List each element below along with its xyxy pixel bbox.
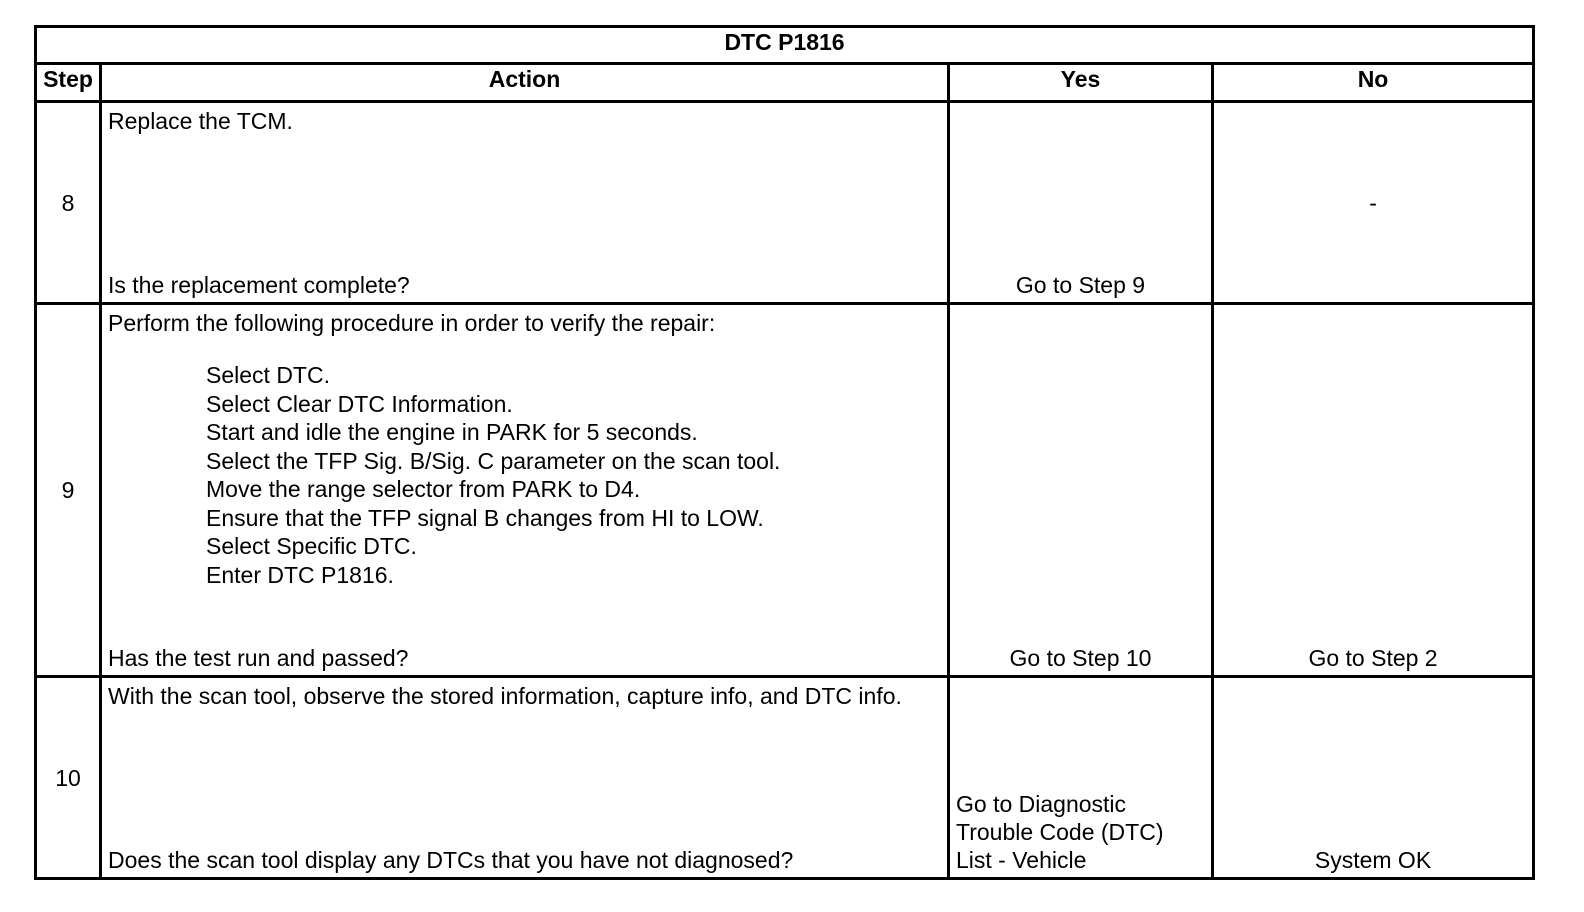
action-cell [101,102,949,304]
yes-result-line: Go to Diagnostic [956,791,1127,817]
header-step: Step [36,64,101,102]
yes-result: Go to Step 10 [949,304,1213,677]
action-cell [101,677,949,879]
procedure-list [206,361,941,589]
header-yes: Yes [949,64,1213,102]
action-text: Perform the following procedure in order to verify the repair: [108,310,716,336]
procedure-item: Start and idle the engine in PARK for 5 seconds. [206,419,698,445]
step-number: 9 [36,304,101,677]
action-question: Is the replacement complete? [108,272,410,298]
table-row [36,102,1534,304]
procedure-item: Enter DTC P1816. [206,561,394,588]
procedure-item: Ensure that the TFP signal B changes from HI to LOW. [206,504,764,531]
dtc-table [34,25,1535,880]
action-text: With the scan tool, observe the stored information, capture info, and DTC info. [108,683,902,709]
no-result: Go to Step 2 [1213,304,1534,677]
no-result: - [1213,102,1534,304]
yes-result: Go to Step 9 [949,102,1213,304]
yes-result-line: List - Vehicle [956,847,1087,873]
table-row [36,304,1534,677]
table-title-row [36,27,1534,64]
no-result: System OK [1213,677,1534,879]
table-title: DTC P1816 [36,27,1534,64]
step-number: 10 [36,677,101,879]
action-cell [101,304,949,677]
procedure-item: Select the TFP Sig. B/Sig. C parameter on the scan tool. [206,447,781,474]
step-number: 8 [36,102,101,304]
action-question: Does the scan tool display any DTCs that you have not diagnosed? [108,847,794,873]
procedure-item: Select Clear DTC Information. [206,390,513,417]
table-header-row [36,64,1534,102]
table-row [36,677,1534,879]
procedure-item: Select Specific DTC. [206,533,417,559]
header-no: No [1213,64,1534,102]
action-question: Has the test run and passed? [108,645,409,671]
yes-result [949,677,1213,879]
action-text: Replace the TCM. [108,108,293,134]
procedure-item: Move the range selector from PARK to D4. [206,476,641,502]
procedure-item: Select DTC. [206,362,330,388]
header-action: Action [101,64,949,102]
yes-result-line: Trouble Code (DTC) [956,819,1164,845]
